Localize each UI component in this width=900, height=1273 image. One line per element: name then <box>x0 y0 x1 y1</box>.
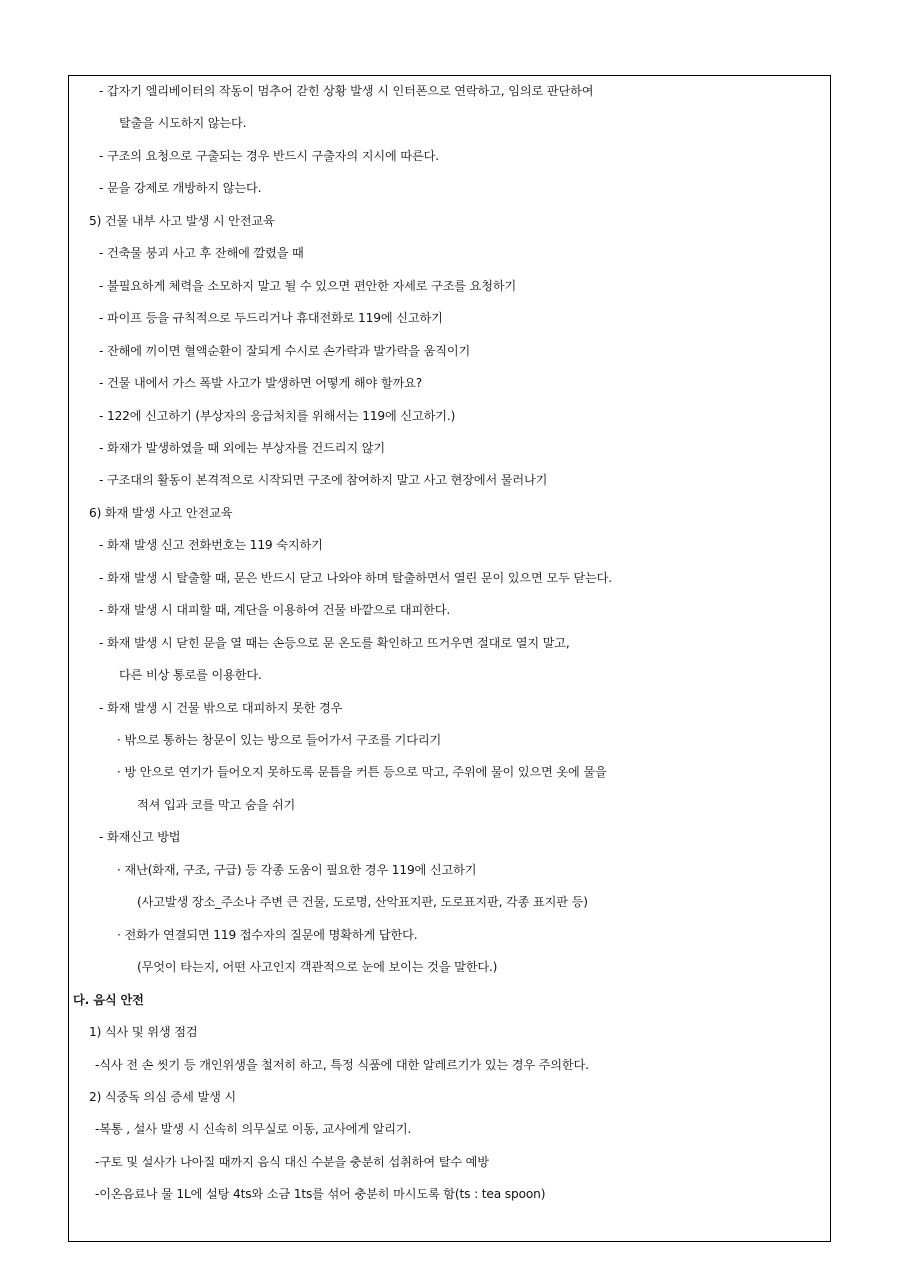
text-line: · 재난(화재, 구조, 구급) 등 각종 도움이 필요한 경우 119에 신고하기 <box>117 862 477 877</box>
text-line: -식사 전 손 씻기 등 개인위생을 철저히 하고, 특정 식품에 대한 알레르기가 있는 경우 주의한다. <box>95 1057 589 1072</box>
document-body <box>68 75 831 1242</box>
text-line: - 화재 발생 시 닫힌 문을 열 때는 손등으로 문 온도를 확인하고 뜨거우면 절대로 열지 말고, <box>99 635 570 650</box>
text-line: - 구조의 요청으로 구출되는 경우 반드시 구출자의 지시에 따른다. <box>99 148 439 163</box>
text-line: 1) 식사 및 위생 점검 <box>89 1025 198 1040</box>
text-line: · 밖으로 통하는 창문이 있는 방으로 들어가서 구조를 기다리기 <box>117 733 442 747</box>
text-line: 적셔 입과 코를 막고 숨을 쉬기 <box>137 797 296 812</box>
section-heading: 다. 음식 안전 <box>73 992 144 1007</box>
text-line: - 화재 발생 신고 전화번호는 119 숙지하기 <box>99 538 323 553</box>
text-line: 다른 비상 통로를 이용한다. <box>119 668 262 683</box>
text-line: - 구조대의 활동이 본격적으로 시작되면 구조에 참여하지 말고 사고 현장에서 물러나기 <box>99 473 548 488</box>
text-line: (사고발생 장소_주소나 주변 큰 건물, 도로명, 산악표지판, 도로표지판, 각종 표지판 등) <box>137 895 588 910</box>
text-line: - 불필요하게 체력을 소모하지 말고 될 수 있으면 편안한 자세로 구조를 요청하기 <box>99 278 517 293</box>
text-line: 5) 건물 내부 사고 발생 시 안전교육 <box>89 213 275 228</box>
text-line: -복통 , 설사 발생 시 신속히 의무실로 이동, 교사에게 알리기. <box>95 1122 412 1137</box>
text-line: -구토 및 설사가 나아질 때까지 음식 대신 수분을 충분히 섭취하여 탈수 예방 <box>95 1154 489 1169</box>
text-line: - 화재 발생 시 건물 밖으로 대피하지 못한 경우 <box>99 700 343 715</box>
text-line: - 화재 발생 시 대피할 때, 계단을 이용하여 건물 바깥으로 대피한다. <box>99 603 451 618</box>
text-line: (무엇이 타는지, 어떤 사고인지 객관적으로 눈에 보이는 것을 말한다.) <box>137 960 498 975</box>
text-line: - 갑자기 엘리베이터의 작동이 멈추어 갇힌 상황 발생 시 인터폰으로 연락하고, 임의로 판단하여 <box>99 84 594 98</box>
text-line: -이온음료나 물 1L에 설탕 4ts와 소금 1ts를 섞어 충분히 마시도록 함(ts : tea spoon) <box>95 1187 546 1202</box>
text-line: - 화재신고 방법 <box>99 830 181 845</box>
text-line: - 화재가 발생하였을 때 외에는 부상자를 건드리지 않기 <box>99 440 386 455</box>
text-line: - 건축물 붕괴 사고 후 잔해에 깔렸을 때 <box>99 246 304 261</box>
text-line: 2) 식중독 의심 증세 발생 시 <box>89 1089 237 1104</box>
text-line: 6) 화재 발생 사고 안전교육 <box>89 505 233 520</box>
text-line: - 문을 강제로 개방하지 않는다. <box>99 181 262 196</box>
text-line: - 건물 내에서 가스 폭발 사고가 발생하면 어떻게 해야 할까요? <box>99 376 423 391</box>
text-line: - 파이프 등을 규칙적으로 두드리거나 휴대전화로 119에 신고하기 <box>99 311 443 326</box>
text-line: · 방 안으로 연기가 들어오지 못하도록 문틈을 커튼 등으로 막고, 주위에 물이 있으면 옷에 물을 <box>117 765 607 780</box>
text-line: · 전화가 연결되면 119 접수자의 질문에 명확하게 답한다. <box>117 927 418 942</box>
text-line: - 122에 신고하기 (부상자의 응급처치를 위해서는 119에 신고하기.) <box>99 408 456 423</box>
text-line: 탈출을 시도하지 않는다. <box>119 116 247 131</box>
text-line: - 화재 발생 시 탈출할 때, 문은 반드시 닫고 나와야 하며 탈출하면서 열린 문이 있으면 모두 닫는다. <box>99 570 612 585</box>
text-line: - 잔해에 끼이면 혈액순환이 잘되게 수시로 손가락과 발가락을 움직이기 <box>99 343 471 358</box>
